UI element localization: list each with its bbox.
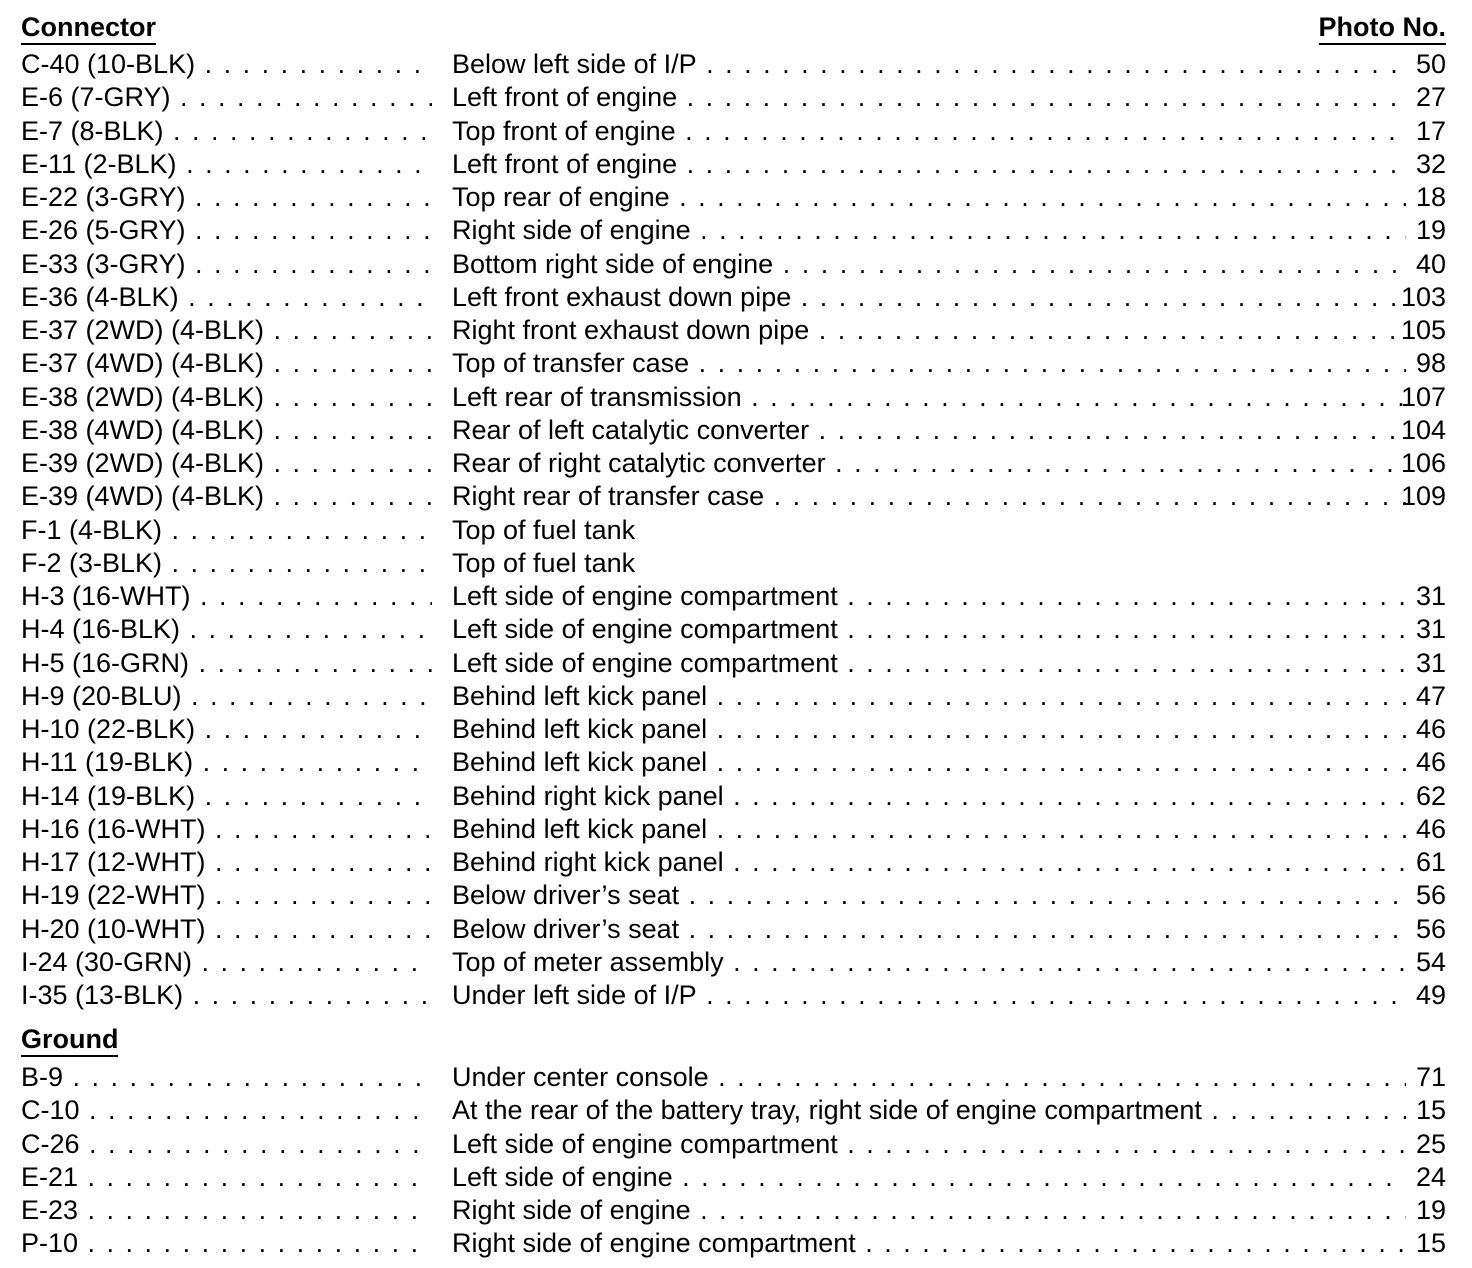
location-description: Top of meter assembly . . . — [452, 946, 1406, 979]
table-row — [0, 115, 1472, 148]
connector-id: F-1 (4-BLK) . . . — [21, 514, 432, 547]
photo-number-heading: Photo No. — [1319, 12, 1446, 45]
location-description: At the rear of the battery tray, right side of engine compartment . . . — [452, 1094, 1406, 1127]
photo-number: 19 — [1415, 215, 1446, 246]
photo-number: 107 — [1400, 381, 1446, 412]
photo-number: 31 — [1415, 614, 1446, 645]
photo-number: 56 — [1415, 913, 1446, 944]
location-description: Right side of engine compartment . . . — [452, 1227, 1406, 1260]
photo-number: 71 — [1415, 1062, 1446, 1092]
photo-number: 15 — [1415, 1228, 1446, 1259]
table-row — [0, 1094, 1472, 1127]
table-row — [0, 214, 1472, 247]
connector-id: E-33 (3-GRY) . . . — [21, 248, 432, 281]
photo-number: 54 — [1415, 946, 1446, 977]
table-row — [0, 381, 1472, 414]
table-row — [0, 946, 1472, 979]
location-description: Left front exhaust down pipe . . . — [452, 281, 1406, 314]
table-row — [0, 1194, 1472, 1227]
table-row — [0, 48, 1472, 81]
table-row — [0, 514, 1472, 547]
location-description: Top of fuel tank — [452, 514, 636, 545]
location-description: Below left side of I/P . . . — [452, 48, 1406, 81]
table-row — [0, 181, 1472, 214]
connector-id: H-4 (16-BLK) . . . — [21, 613, 432, 646]
connector-id: E-11 (2-BLK) . . . — [21, 148, 432, 181]
location-description: Top of fuel tank — [452, 547, 636, 578]
connector-id: I-24 (30-GRN) . . . — [21, 946, 432, 979]
connector-id: E-36 (4-BLK) . . . — [21, 281, 432, 314]
photo-number: 46 — [1415, 714, 1446, 744]
photo-number: 47 — [1415, 680, 1446, 711]
connector-id: H-17 (12-WHT) . . . — [21, 846, 432, 879]
table-row — [0, 480, 1472, 513]
connector-id: E-6 (7-GRY) . . . — [21, 81, 432, 114]
photo-number: 46 — [1415, 747, 1446, 778]
connector-id: H-20 (10-WHT) . . . — [21, 913, 432, 946]
table-row — [0, 1227, 1472, 1260]
photo-number: 106 — [1400, 448, 1446, 478]
connector-id: H-9 (20-BLU) . . . — [21, 680, 432, 713]
location-description: Left front of engine . . . — [452, 148, 1406, 181]
connector-heading: Connector — [21, 12, 156, 45]
connector-id: E-37 (4WD) (4-BLK) . . . — [21, 347, 432, 380]
location-description: Top front of engine . . . — [452, 115, 1406, 148]
connector-id: H-19 (22-WHT) . . . — [21, 879, 432, 912]
connector-id: H-14 (19-BLK) . . . — [21, 780, 432, 813]
photo-number: 18 — [1415, 182, 1446, 212]
table-row — [0, 647, 1472, 680]
table-row — [0, 281, 1472, 314]
location-description: Below driver’s seat . . . — [452, 879, 1406, 912]
connector-id: E-21 . . . — [21, 1161, 432, 1194]
connector-id: C-10 . . . — [21, 1094, 432, 1127]
connector-id: B-9 . . . — [21, 1061, 432, 1094]
table-row — [0, 347, 1472, 380]
table-row — [0, 580, 1472, 613]
photo-number: 105 — [1400, 315, 1446, 345]
connector-id: H-3 (16-WHT) . . . — [21, 580, 432, 613]
connector-id: C-26 . . . — [21, 1128, 432, 1161]
connector-id: H-5 (16-GRN) . . . — [21, 647, 432, 680]
location-description: Left side of engine . . . — [452, 1161, 1406, 1194]
table-row — [0, 148, 1472, 181]
connector-id: H-11 (19-BLK) . . . — [21, 746, 432, 779]
photo-number: 109 — [1400, 481, 1446, 512]
location-description: Below driver’s seat . . . — [452, 913, 1406, 946]
photo-number: 32 — [1415, 148, 1446, 179]
table-row — [0, 613, 1472, 646]
photo-number: 24 — [1415, 1161, 1446, 1192]
table-row — [0, 879, 1472, 912]
location-description: Top of transfer case . . . — [452, 347, 1406, 380]
location-description: Right rear of transfer case . . . — [452, 480, 1406, 513]
location-description: Rear of right catalytic converter . . . — [452, 447, 1406, 480]
connector-id: I-35 (13-BLK) . . . — [21, 979, 432, 1012]
table-row — [0, 713, 1472, 746]
photo-number: 17 — [1415, 115, 1446, 146]
photo-number: 27 — [1415, 82, 1446, 113]
connector-id: H-16 (16-WHT) . . . — [21, 813, 432, 846]
connector-id: E-39 (4WD) (4-BLK) . . . — [21, 480, 432, 513]
photo-number: 104 — [1400, 414, 1446, 445]
table-row — [0, 913, 1472, 946]
connector-id: C-40 (10-BLK) . . . — [21, 48, 432, 81]
table-row — [0, 680, 1472, 713]
connector-id: F-2 (3-BLK) . . . — [21, 547, 432, 580]
connector-id: H-10 (22-BLK) . . . — [21, 713, 432, 746]
location-description: Behind left kick panel . . . — [452, 746, 1406, 779]
photo-number: 31 — [1415, 581, 1446, 611]
table-row — [0, 81, 1472, 114]
location-description: Behind right kick panel . . . — [452, 780, 1406, 813]
connector-id: E-26 (5-GRY) . . . — [21, 214, 432, 247]
table-row — [0, 314, 1472, 347]
table-row — [0, 248, 1472, 281]
table-row — [0, 1061, 1472, 1094]
ground-heading: Ground — [21, 1024, 118, 1057]
table-row — [0, 1128, 1472, 1161]
location-description: Right side of engine . . . — [452, 1194, 1406, 1227]
table-row — [0, 846, 1472, 879]
photo-number: 62 — [1415, 780, 1446, 811]
connector-id: E-38 (4WD) (4-BLK) . . . — [21, 414, 432, 447]
location-description: Under left side of I/P . . . — [452, 979, 1406, 1012]
location-description: Bottom right side of engine . . . — [452, 248, 1406, 281]
connector-id: E-23 . . . — [21, 1194, 432, 1227]
location-description: Left front of engine . . . — [452, 81, 1406, 114]
photo-number: 46 — [1415, 813, 1446, 844]
location-description: Left side of engine compartment . . . — [452, 613, 1406, 646]
connector-id: E-37 (2WD) (4-BLK) . . . — [21, 314, 432, 347]
photo-number: 49 — [1415, 980, 1446, 1010]
connector-id: E-7 (8-BLK) . . . — [21, 115, 432, 148]
connector-id: E-39 (2WD) (4-BLK) . . . — [21, 447, 432, 480]
table-row — [0, 414, 1472, 447]
table-row — [0, 547, 1472, 580]
table-row — [0, 813, 1472, 846]
photo-number: 103 — [1400, 281, 1446, 312]
photo-number: 19 — [1415, 1195, 1446, 1225]
photo-number: 98 — [1415, 348, 1446, 379]
location-description: Behind right kick panel . . . — [452, 846, 1406, 879]
photo-number: 15 — [1415, 1095, 1446, 1126]
location-description: Top rear of engine . . . — [452, 181, 1406, 214]
location-description: Behind left kick panel . . . — [452, 680, 1406, 713]
table-row — [0, 780, 1472, 813]
location-description: Right front exhaust down pipe . . . — [452, 314, 1406, 347]
photo-number: 25 — [1415, 1128, 1446, 1159]
location-description: Under center console . . . — [452, 1061, 1406, 1094]
location-description: Behind left kick panel . . . — [452, 813, 1406, 846]
location-description: Left side of engine compartment . . . — [452, 647, 1406, 680]
location-description: Rear of left catalytic converter . . . — [452, 414, 1406, 447]
photo-number: 50 — [1415, 49, 1446, 79]
table-row — [0, 447, 1472, 480]
photo-number: 61 — [1415, 847, 1446, 877]
table-row — [0, 979, 1472, 1012]
location-description: Left rear of transmission . . . — [452, 381, 1406, 414]
connector-id: P-10 . . . — [21, 1227, 432, 1260]
connector-id: E-22 (3-GRY) . . . — [21, 181, 432, 214]
photo-number: 56 — [1415, 880, 1446, 911]
photo-number: 31 — [1415, 647, 1446, 678]
location-description: Left side of engine compartment . . . — [452, 1128, 1406, 1161]
photo-number: 40 — [1415, 248, 1446, 279]
location-description: Left side of engine compartment . . . — [452, 580, 1406, 613]
location-description: Right side of engine . . . — [452, 214, 1406, 247]
connector-id: E-38 (2WD) (4-BLK) . . . — [21, 381, 432, 414]
table-row — [0, 1161, 1472, 1194]
table-row — [0, 746, 1472, 779]
location-description: Behind left kick panel . . . — [452, 713, 1406, 746]
